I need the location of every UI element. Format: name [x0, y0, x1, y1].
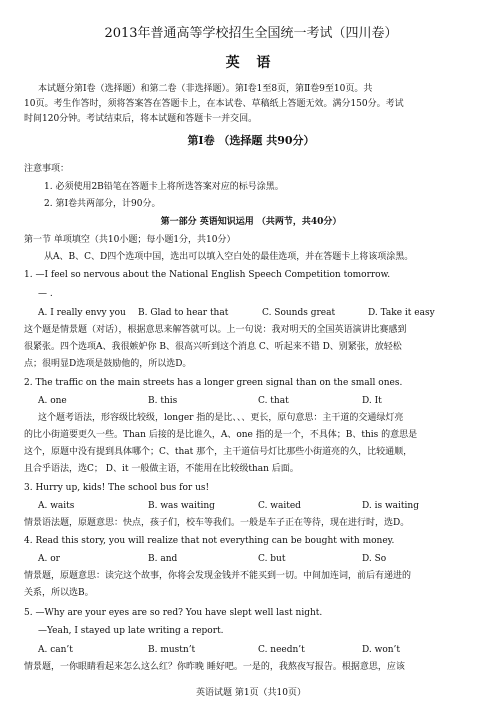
q2-explain-1: 这个题考语法，形容级比较级，longer 指的是比、、、更长，原句意思：主干道的交通绿灯亮	[38, 413, 404, 423]
q5-option-d: D. won’t	[362, 645, 401, 655]
q3-option-a: A. waits	[38, 501, 75, 511]
q1-explain-1: 这个题是情景题（对话），根据意思来解答就可以。上一句说：我对明天的全国英语演讲比赛感到	[24, 325, 407, 335]
q1-stem2: — .	[38, 289, 53, 299]
q2-option-b: B. this	[148, 396, 178, 406]
subsection-title: 第一节 单项填空（共10小题；每小题1分，共10分）	[24, 235, 236, 245]
q2-option-a: A. one	[38, 396, 67, 406]
q2-explain-2: 的比小街道要更久一些。Than 后接的是比谁久，A、one 指的是一个，不具体；B、this 的意思是	[24, 430, 418, 440]
q4-option-b: B. and	[148, 554, 178, 564]
q4-option-c: C. but	[258, 554, 286, 564]
subject-title: 英 语	[225, 55, 277, 71]
q3-option-b: B. was waiting	[148, 501, 215, 511]
q1-option-d: D. Take it easy	[368, 308, 435, 318]
q1-explain-3: 点；很明显D选项是鼓励他的，所以选D。	[24, 359, 192, 369]
q2-option-c: C. that	[258, 396, 289, 406]
q5-stem2: —Yeah, I stayed up late writing a report.	[38, 626, 224, 636]
note-item-1: 1. 必须使用2B铅笔在答题卡上将所选答案对应的标号涂黑。	[44, 182, 284, 192]
instruction: 从A、B、C、D四个选项中国，选出可以填入空白处的最佳选项，并在答题卡上将该项涂黑。	[44, 252, 414, 262]
q3-explain-1: 情景语法题，原题意思：快点，孩子们，校车等我们。一般是车子正在等待，现在进行时，选D。	[24, 518, 410, 528]
q3-option-d: D. is waiting	[362, 501, 419, 511]
q5-option-c: C. needn’t	[258, 645, 305, 655]
intro-line-2: 10页。考生作答时，须将答案答在答题卡上，在本试卷、草稿纸上答题无效。满分150分。考试	[24, 99, 404, 109]
q3-option-c: C. waited	[258, 501, 301, 511]
q1-option-b: B. Glad to hear that	[138, 308, 229, 318]
intro-line-3: 时间120分钟。考试结束后，将本试题和答题卡一并交回。	[24, 114, 258, 124]
q2-stem: 2. The traffic on the main streets has a longer green signal than on the small ones.	[24, 378, 403, 388]
q4-option-d: D. So	[362, 554, 387, 564]
q2-explain-3: 这个，原题中没有提到具体哪个；C、that 那个，主干道信号灯比那些小街道亮的久，比较通顺，	[24, 447, 413, 457]
q1-option-c: C. Sounds great	[262, 308, 336, 318]
notes-heading: 注意事项：	[24, 164, 70, 174]
note-item-2: 2. 第Ⅰ卷共两部分，计90分。	[44, 199, 161, 209]
page-footer: 英语试题 第1页（共10页）	[195, 688, 307, 698]
part-title: 第一部分 英语知识运用 （共两节，共40分）	[160, 217, 342, 227]
q3-stem: 3. Hurry up, kids! The school bus for us!	[24, 483, 210, 493]
q5-option-a: A. can’t	[38, 645, 73, 655]
q4-option-a: A. or	[38, 554, 60, 564]
q5-explain-1: 情景题，一你眼睛看起来怎么这么红？你昨晚 睡好吧。一是的，我熬夜写报告。根据意思，应该	[24, 662, 405, 672]
q1-option-a: A. I really envy you	[38, 308, 126, 318]
q5-stem: 5. —Why are your eyes are so red? You have slept well last night.	[24, 608, 323, 618]
intro-line-1: 本试题分第Ⅰ卷（选择题）和第二卷（非选择题）。第Ⅰ卷1至8页，第Ⅱ卷9至10页。共	[38, 84, 373, 94]
section-title: 第Ⅰ卷 （选择题 共90分）	[187, 134, 315, 147]
q2-option-d: D. It	[362, 396, 382, 406]
q2-explain-4: 且合乎语法，选C； D、it 一般做主语，不能用在比较级than 后面。	[24, 464, 299, 474]
exam-title: 2013年普通高等学校招生全国统一考试（四川卷）	[104, 26, 398, 41]
q4-explain-2: 关系，所以选B。	[24, 588, 94, 598]
q5-option-b: B. mustn’t	[148, 645, 196, 655]
q4-stem: 4. Read this story, you will realize that not everything can be bought with money.	[24, 536, 395, 546]
q1-stem: 1. —I feel so nervous about the National English Speech Competition tomorrow.	[24, 270, 391, 280]
q1-explain-2: 很紧张。四个选项A、我很嫉妒你 B、很高兴听到这个消息 C、听起来不错 D、别紧张，放轻松	[24, 342, 402, 352]
q4-explain-1: 情景题，原题意思：读完这个故事，你将会发现金钱并不能买到一切。中间加连词，前后有递进的	[24, 571, 412, 581]
